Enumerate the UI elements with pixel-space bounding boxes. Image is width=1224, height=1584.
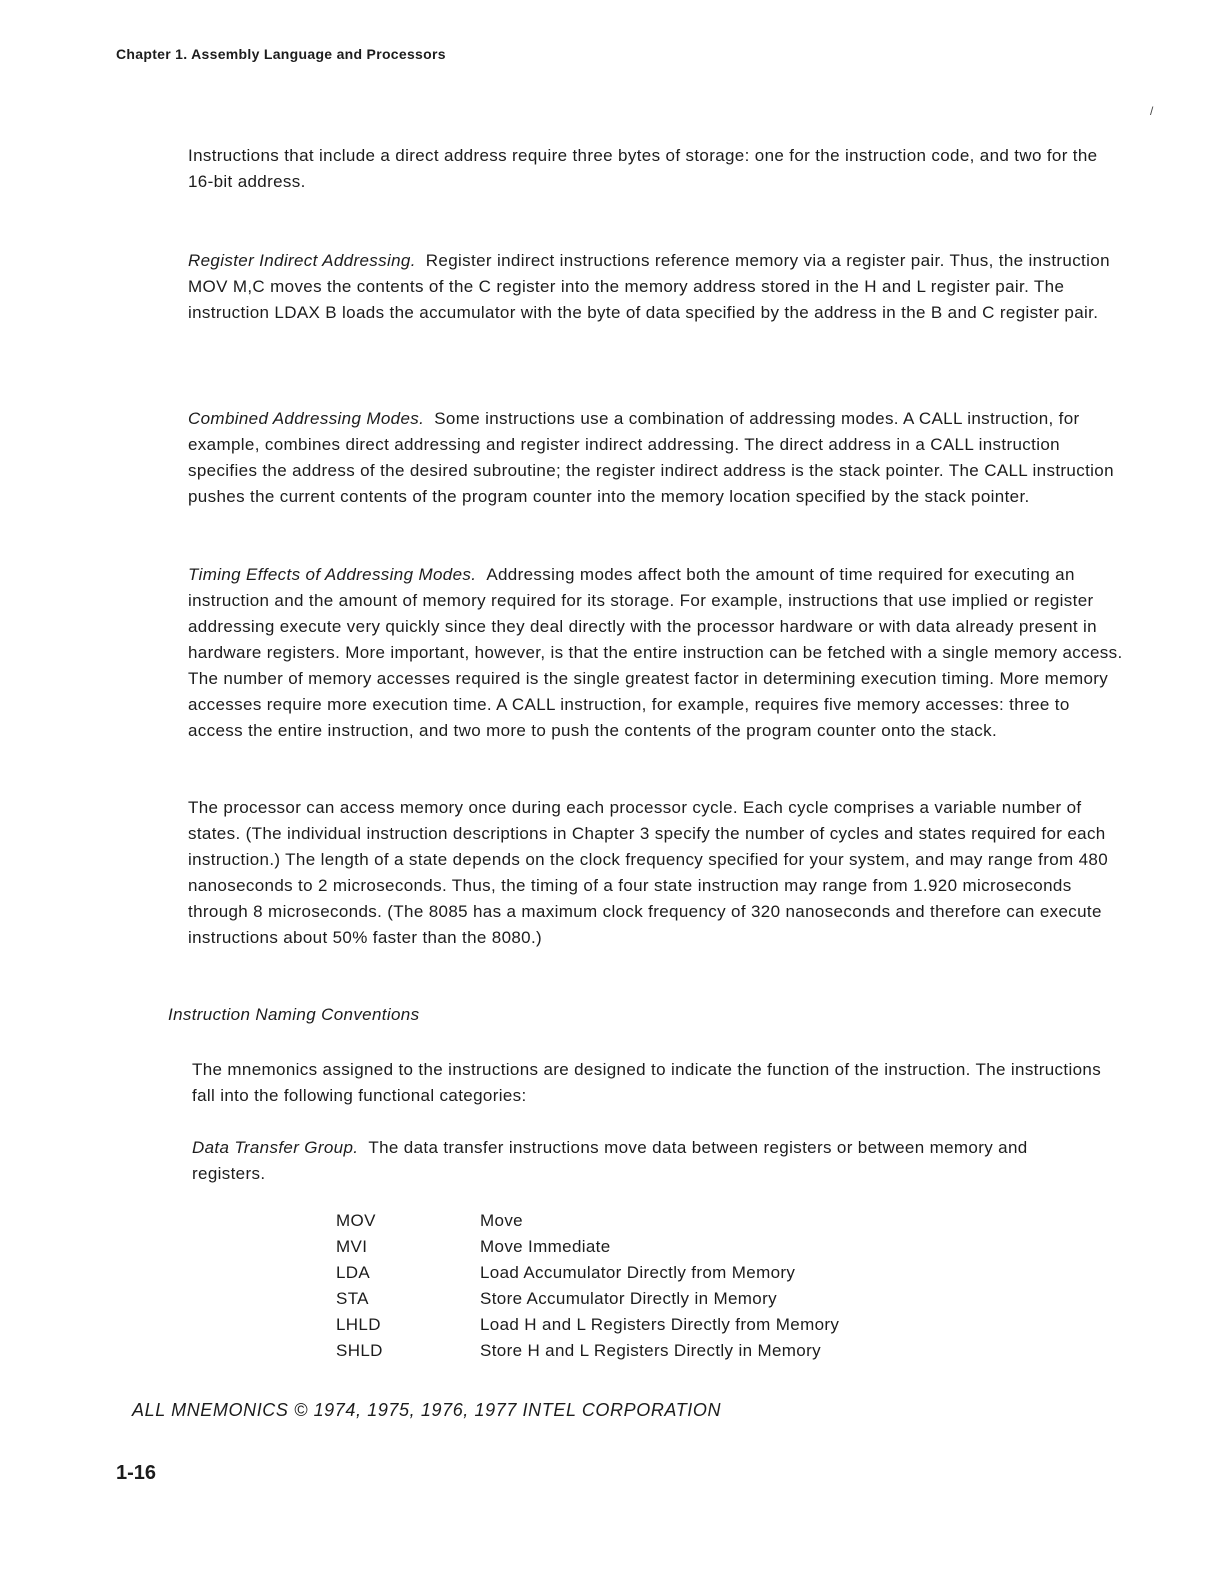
mnemonic-description: Store H and L Registers Directly in Memory (480, 1341, 821, 1360)
paragraph-processor-cycles (188, 795, 1128, 951)
running-head: Chapter 1. Assembly Language and Processors (116, 46, 446, 62)
mnemonics-table (336, 1211, 839, 1367)
table-row (336, 1211, 839, 1237)
mnemonic-code: SHLD (336, 1341, 383, 1360)
mnemonic-code: LDA (336, 1263, 371, 1282)
mnemonic-description: Load Accumulator Directly from Memory (480, 1263, 796, 1282)
mnemonic-description: Load H and L Registers Directly from Memory (480, 1315, 840, 1334)
paragraph-text: The mnemonics assigned to the instructions are designed to indicate the function of the instruction. The instructions fall into the following functional categories: (192, 1060, 1102, 1105)
table-row (336, 1263, 839, 1289)
paragraph-combined-addressing (188, 406, 1128, 510)
mnemonic-description: Move Immediate (480, 1237, 611, 1256)
paragraph-data-transfer-group (192, 1135, 1092, 1187)
mnemonic-code: MVI (336, 1237, 368, 1256)
table-row (336, 1289, 839, 1315)
paragraph-text: Instructions that include a direct address require three bytes of storage: one for the instruction code, and two for the 16-bit address. (188, 146, 1098, 191)
table-row (336, 1237, 839, 1263)
mnemonic-code: MOV (336, 1211, 376, 1230)
paragraph-text: Register indirect instructions reference memory via a register pair. Thus, the instruction MOV M,C moves the contents of the C register into the memory address stored in the H and L register pair. The instruction LDAX B loads the accumulator with the byte of data specified by the address in the B and C register pair. (188, 251, 1110, 322)
paragraph-timing-effects (188, 562, 1128, 744)
mnemonic-description: Store Accumulator Directly in Memory (480, 1289, 777, 1308)
copyright-notice: ALL MNEMONICS © 1974, 1975, 1976, 1977 INTEL CORPORATION (132, 1400, 722, 1420)
page-number: 1-16 (116, 1462, 157, 1484)
paragraph-lead: Register Indirect Addressing. (188, 251, 416, 270)
paragraph-naming-intro (192, 1057, 1122, 1109)
table-row (336, 1341, 839, 1367)
mnemonic-code: STA (336, 1289, 369, 1308)
mnemonic-description: Move (480, 1211, 523, 1230)
margin-mark: / (1150, 104, 1154, 118)
paragraph-text: Some instructions use a combination of addressing modes. A CALL instruction, for example, combines direct addressing and register indirect addressing. The direct address in a CALL instruction specifies the address of the desired subroutine; the register indirect address is the stack pointer. The CALL instruction pushes the current contents of the program counter into the memory location specified by the stack pointer. (188, 409, 1114, 506)
paragraph-lead: Data Transfer Group. (192, 1138, 359, 1157)
paragraph-register-indirect (188, 248, 1128, 326)
paragraph-lead: Combined Addressing Modes. (188, 409, 425, 428)
section-heading: Instruction Naming Conventions (168, 1005, 420, 1024)
mnemonic-code: LHLD (336, 1315, 381, 1334)
paragraph-text: Addressing modes affect both the amount of time required for executing an instruction and the amount of memory required for its storage. For example, instructions that use implied or register addressing execute very quickly since they deal directly with the processor hardware or with data already present in hardware registers. More important, however, is that the entire instruction can be fetched with a single memory access. The number of memory accesses required is the single greatest factor in determining execution timing. More memory accesses require more execution time. A CALL instruction, for example, requires five memory accesses: three to access the entire instruction, and two more to push the contents of the program counter onto the stack. (188, 565, 1123, 740)
paragraph-text: The data transfer instructions move data between registers or between memory and registers. (192, 1138, 1028, 1183)
paragraph-direct-address-storage (188, 143, 1128, 195)
table-row (336, 1315, 839, 1341)
paragraph-text: The processor can access memory once during each processor cycle. Each cycle comprises a variable number of states. (The individual instruction descriptions in Chapter 3 specify the number of cycles and states required for each instruction.) The length of a state depends on the clock frequency specified for your system, and may range from 480 nanoseconds to 2 microseconds. Thus, the timing of a four state instruction may range from 1.920 microseconds through 8 microseconds. (The 8085 has a maximum clock frequency of 320 nanoseconds and therefore can execute instructions about 50% faster than the 8080.) (188, 798, 1109, 947)
paragraph-lead: Timing Effects of Addressing Modes. (188, 565, 477, 584)
